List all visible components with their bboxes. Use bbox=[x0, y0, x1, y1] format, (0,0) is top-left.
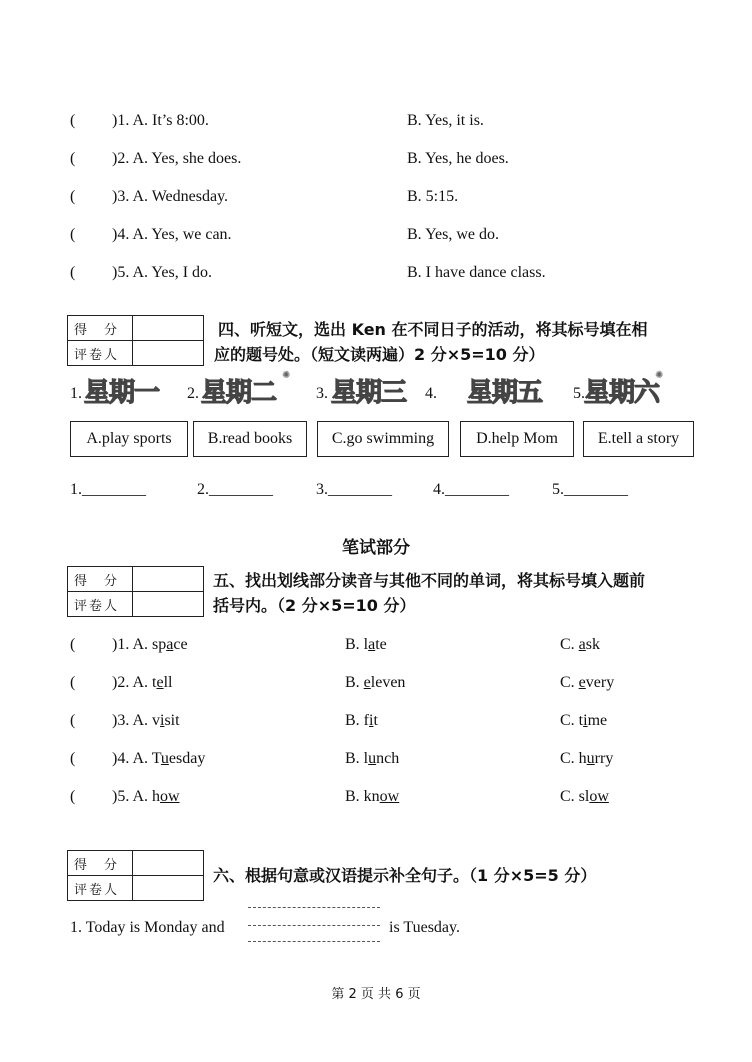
sparkle-icon: ✺ bbox=[655, 370, 664, 381]
day-label: 星期二 bbox=[201, 378, 277, 408]
word-option-c: C. time bbox=[560, 712, 608, 729]
grader-cell[interactable] bbox=[133, 592, 204, 617]
part5-heading: 五、找出划线部分读音与其他不同的单词，将其标号填入题前 bbox=[213, 571, 646, 590]
answer-paren[interactable]: ( bbox=[70, 226, 76, 243]
score-table bbox=[67, 566, 204, 617]
day-label: 星期五 bbox=[467, 378, 543, 408]
grader-label: 评卷人 bbox=[68, 592, 133, 617]
word-option-c: C. slow bbox=[560, 788, 609, 805]
sparkle-icon: ✺ bbox=[282, 370, 291, 381]
option-box: D.help Mom bbox=[460, 421, 574, 457]
answer-paren[interactable]: ( bbox=[70, 112, 76, 129]
word-option-a: )5. A. how bbox=[112, 788, 180, 805]
word-option-b: B. fit bbox=[345, 712, 378, 729]
question-option-a: )4. A. Yes, we can. bbox=[112, 226, 232, 243]
answer-blank[interactable]: 5.________ bbox=[552, 481, 628, 498]
question-option-a: )1. A. It’s 8:00. bbox=[112, 112, 209, 129]
section-title: 笔试部分 bbox=[342, 538, 410, 558]
question-option-b: B. 5:15. bbox=[407, 188, 459, 205]
day-label: 星期一 bbox=[84, 378, 160, 408]
item-number: 3. bbox=[316, 385, 328, 402]
question-option-a: )2. A. Yes, she does. bbox=[112, 150, 242, 167]
word-option-a: )3. A. visit bbox=[112, 712, 180, 729]
score-cell[interactable] bbox=[133, 316, 204, 341]
sentence-prefix: 1. Today is Monday and bbox=[70, 919, 225, 936]
answer-paren[interactable]: ( bbox=[70, 750, 76, 767]
part5-heading-cont: 括号内。（2 分×5=10 分） bbox=[213, 596, 416, 615]
word-option-c: C. ask bbox=[560, 636, 601, 653]
word-option-b: B. know bbox=[345, 788, 400, 805]
answer-blank[interactable]: 3.________ bbox=[316, 481, 392, 498]
day-label: 星期六 bbox=[584, 378, 660, 408]
answer-blank[interactable]: 1.________ bbox=[70, 481, 146, 498]
item-number: 1. bbox=[70, 385, 82, 402]
answer-blank[interactable]: 2.________ bbox=[197, 481, 273, 498]
score-table bbox=[67, 315, 204, 366]
question-option-b: B. Yes, he does. bbox=[407, 150, 509, 167]
score-label: 得 分 bbox=[68, 567, 133, 592]
part6-heading: 六、根据句意或汉语提示补全句子。（1 分×5=5 分） bbox=[213, 866, 597, 885]
grader-label: 评卷人 bbox=[68, 876, 133, 901]
part4-heading-cont: 应的题号处。（短文读两遍）2 分×5=10 分） bbox=[214, 345, 545, 364]
writing-line bbox=[248, 941, 380, 942]
question-option-b: B. I have dance class. bbox=[407, 264, 546, 281]
question-option-b: B. Yes, it is. bbox=[407, 112, 484, 129]
page-footer: 第 2 页 共 6 页 bbox=[331, 987, 421, 1002]
word-option-a: )1. A. space bbox=[112, 636, 188, 653]
score-label: 得 分 bbox=[68, 316, 133, 341]
word-option-c: C. hurry bbox=[560, 750, 614, 767]
answer-paren[interactable]: ( bbox=[70, 712, 76, 729]
question-option-a: )3. A. Wednesday. bbox=[112, 188, 229, 205]
part4-heading: 四、听短文，选出 Ken 在不同日子的活动，将其标号填在相 bbox=[218, 320, 648, 339]
sentence-suffix: is Tuesday. bbox=[389, 919, 460, 936]
item-number: 2. bbox=[187, 385, 199, 402]
word-option-b: B. lunch bbox=[345, 750, 400, 767]
answer-paren[interactable]: ( bbox=[70, 788, 76, 805]
option-box: C.go swimming bbox=[317, 421, 449, 457]
answer-paren[interactable]: ( bbox=[70, 188, 76, 205]
score-cell[interactable] bbox=[133, 567, 204, 592]
score-label: 得 分 bbox=[68, 851, 133, 876]
day-label: 星期三 bbox=[331, 378, 407, 408]
item-number: 5. bbox=[573, 385, 585, 402]
word-option-c: C. every bbox=[560, 674, 615, 691]
word-option-b: B. eleven bbox=[345, 674, 406, 691]
answer-paren[interactable]: ( bbox=[70, 264, 76, 281]
grader-cell[interactable] bbox=[133, 341, 204, 366]
word-option-a: )4. A. Tuesday bbox=[112, 750, 206, 767]
answer-blank[interactable]: 4.________ bbox=[433, 481, 509, 498]
word-option-b: B. late bbox=[345, 636, 387, 653]
writing-line bbox=[248, 907, 380, 908]
option-box: B.read books bbox=[193, 421, 307, 457]
question-option-a: )5. A. Yes, I do. bbox=[112, 264, 213, 281]
answer-paren[interactable]: ( bbox=[70, 636, 76, 653]
item-number: 4. bbox=[425, 385, 437, 402]
answer-paren[interactable]: ( bbox=[70, 674, 76, 691]
grader-cell[interactable] bbox=[133, 876, 204, 901]
grader-label: 评卷人 bbox=[68, 341, 133, 366]
option-box: A.play sports bbox=[70, 421, 188, 457]
score-table bbox=[67, 850, 204, 901]
answer-paren[interactable]: ( bbox=[70, 150, 76, 167]
writing-line[interactable] bbox=[248, 925, 380, 926]
score-cell[interactable] bbox=[133, 851, 204, 876]
question-option-b: B. Yes, we do. bbox=[407, 226, 500, 243]
option-box: E.tell a story bbox=[583, 421, 694, 457]
word-option-a: )2. A. tell bbox=[112, 674, 173, 691]
